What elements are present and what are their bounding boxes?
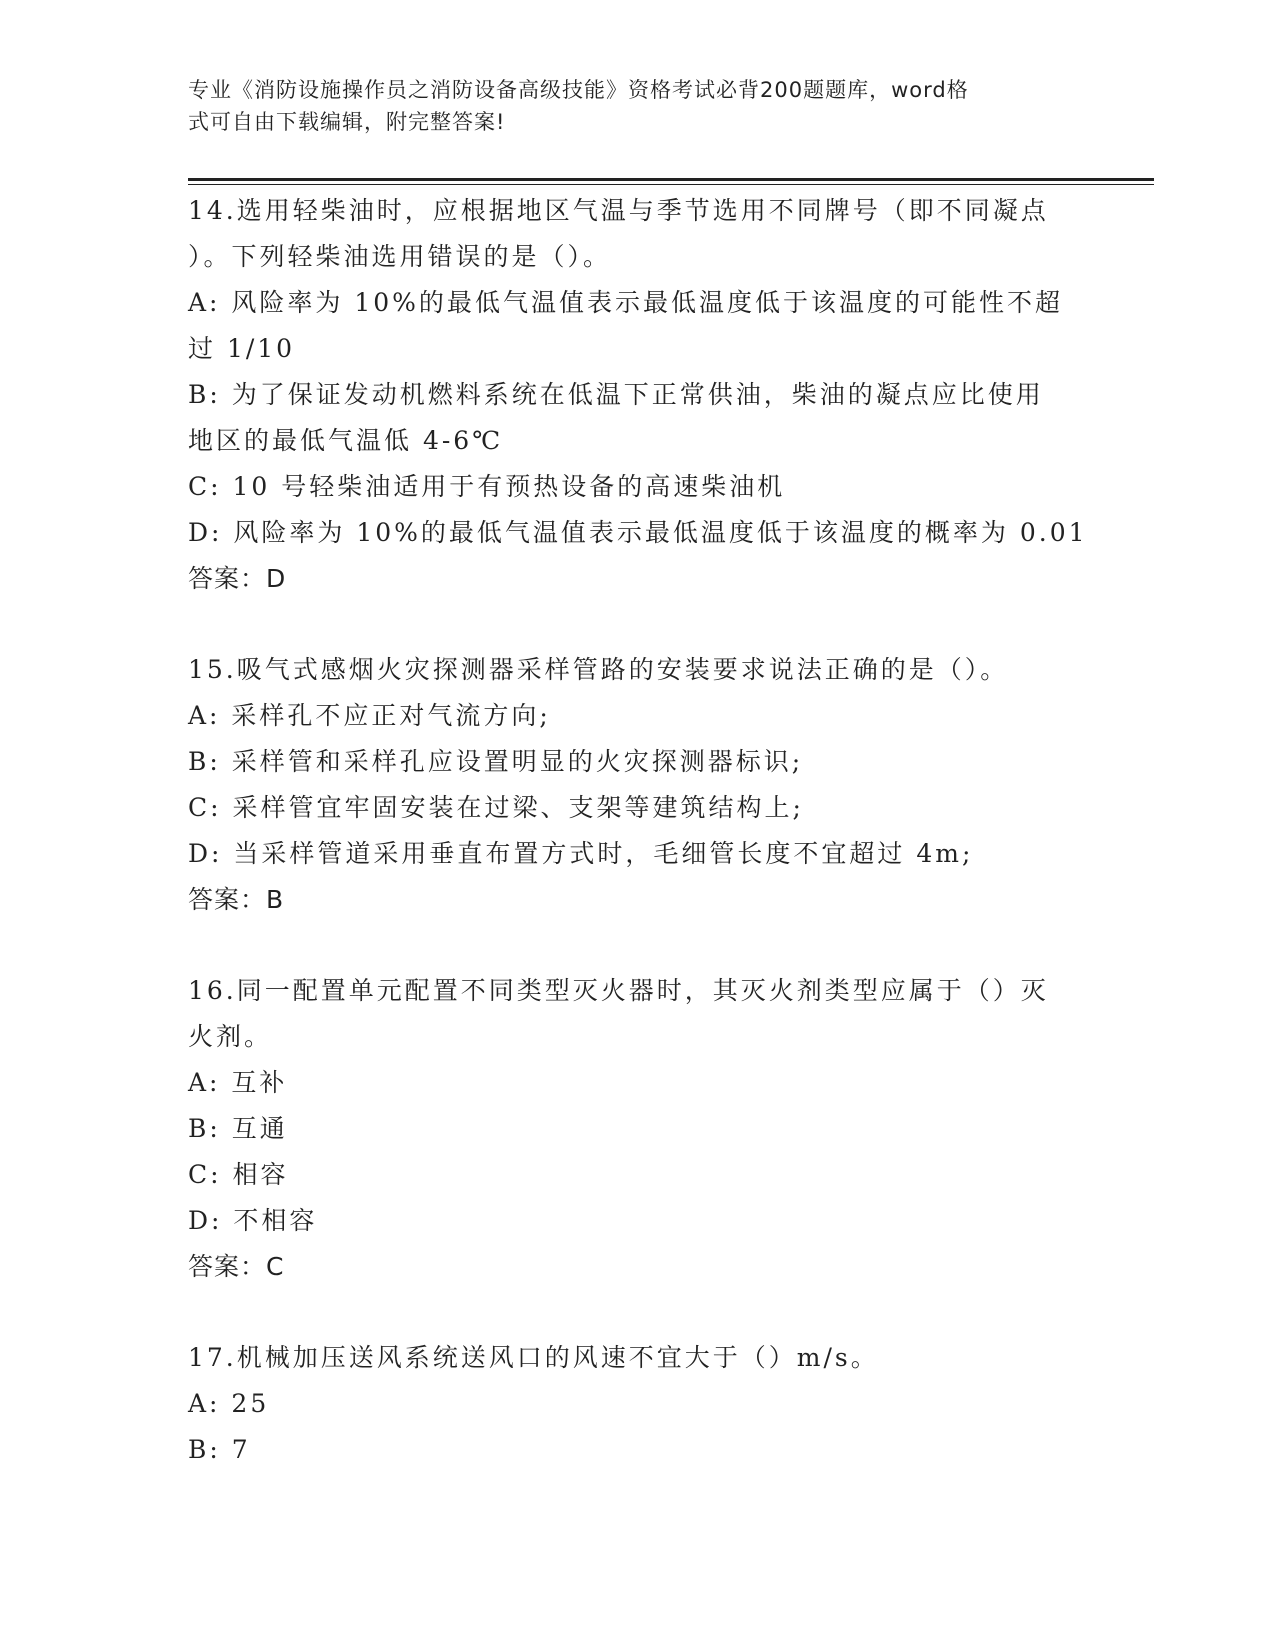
question-text-cont: ）。下列轻柴油选用错误的是（）。 [188, 242, 612, 271]
option-d: D: 当采样管道采用垂直布置方式时，毛细管长度不宜超过 4m; [188, 839, 974, 868]
option-a: A: 互补 [188, 1068, 288, 1097]
header-divider-thick [188, 178, 1154, 181]
header-divider-thin [188, 184, 1154, 185]
option-b: B: 互通 [188, 1114, 288, 1143]
question-text: 15.吸气式感烟火灾探测器采样管路的安装要求说法正确的是（）。 [188, 655, 1009, 684]
header-line-2: 式可自由下载编辑，附完整答案! [188, 110, 506, 134]
spacer [188, 1290, 1088, 1335]
option-c: C: 采样管宜牢固安装在过梁、支架等建筑结构上; [188, 793, 804, 822]
option-a-cont: 过 1/10 [188, 334, 296, 363]
question-list [188, 188, 1088, 1473]
option-b-cont: 地区的最低气温低 4-6℃ [188, 426, 504, 455]
answer: 答案：D [188, 564, 287, 593]
question-text: 16.同一配置单元配置不同类型灭火器时，其灭火剂类型应属于（）灭 [188, 976, 1049, 1005]
document-header [188, 74, 1068, 138]
option-a: A: 25 [188, 1389, 270, 1418]
spacer [188, 602, 1088, 647]
option-c: C: 相容 [188, 1160, 289, 1189]
option-b: B: 为了保证发动机燃料系统在低温下正常供油，柴油的凝点应比使用 [188, 380, 1044, 409]
answer: 答案：B [188, 885, 285, 914]
header-line-1: 专业《消防设施操作员之消防设备高级技能》资格考试必背200题题库，word格 [188, 78, 969, 102]
question-text-cont: 火剂。 [188, 1022, 273, 1051]
option-d: D: 风险率为 10%的最低气温值表示最低温度低于该温度的概率为 0.01 [188, 518, 1088, 547]
option-a: A: 风险率为 10%的最低气温值表示最低温度低于该温度的可能性不超 [188, 288, 1063, 317]
question-17 [188, 1335, 1088, 1473]
question-16 [188, 968, 1088, 1290]
option-b: B: 采样管和采样孔应设置明显的火灾探测器标识; [188, 747, 804, 776]
answer: 答案：C [188, 1252, 285, 1281]
option-a: A: 采样孔不应正对气流方向; [188, 701, 551, 730]
question-15 [188, 647, 1088, 923]
spacer [188, 923, 1088, 968]
question-14 [188, 188, 1088, 602]
question-text: 14.选用轻柴油时，应根据地区气温与季节选用不同牌号（即不同凝点 [188, 196, 1049, 225]
option-d: D: 不相容 [188, 1206, 318, 1235]
option-b: B: 7 [188, 1435, 251, 1464]
question-text: 17.机械加压送风系统送风口的风速不宜大于（）m/s。 [188, 1343, 879, 1372]
option-c: C: 10 号轻柴油适用于有预热设备的高速柴油机 [188, 472, 786, 501]
